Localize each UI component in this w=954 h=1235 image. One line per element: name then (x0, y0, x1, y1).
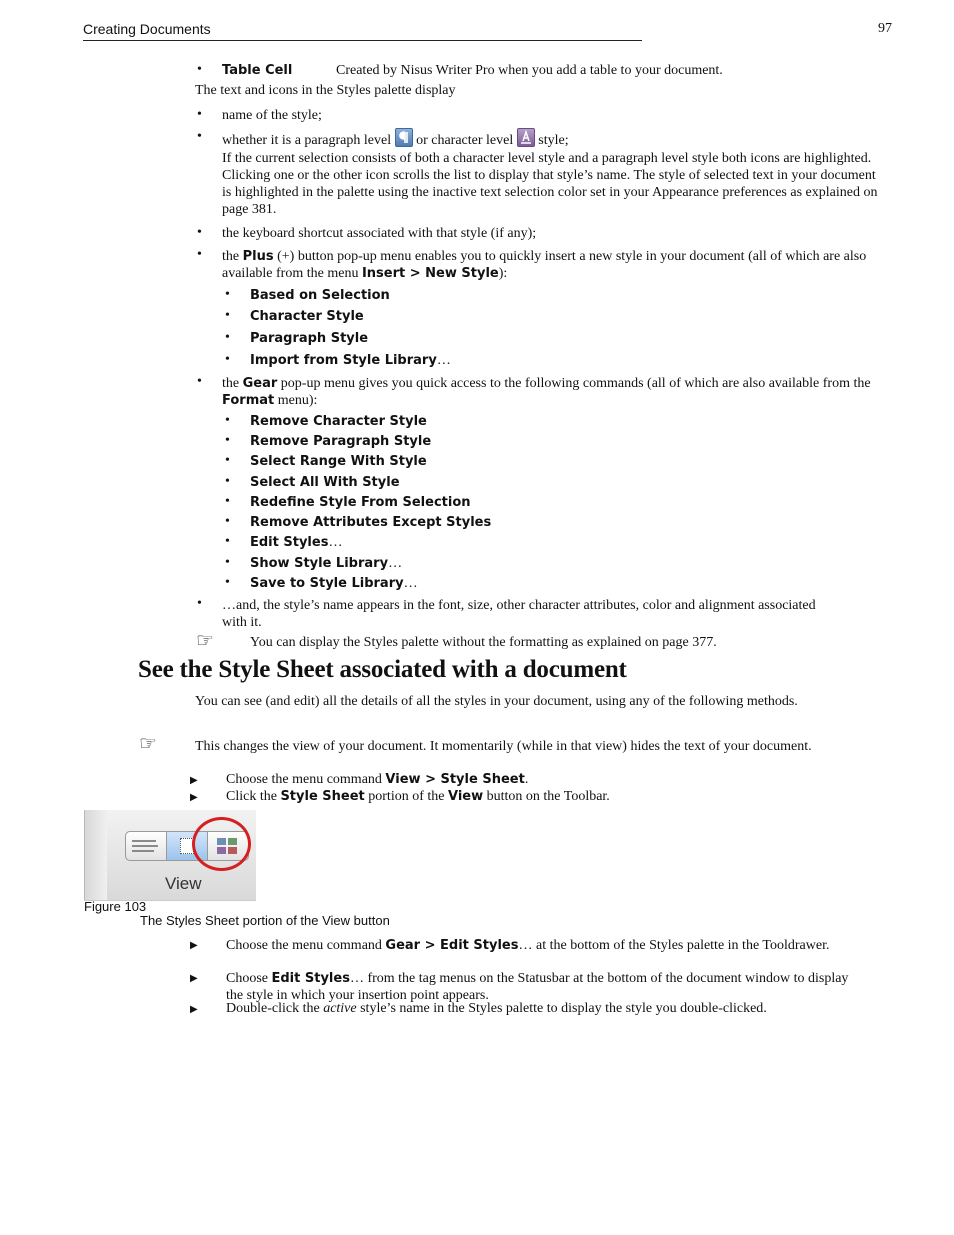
gear-menu-item (250, 535, 342, 551)
bullet: • (197, 374, 202, 389)
edit-styles-term: Edit Styles (271, 971, 350, 986)
ellipsis: … (403, 576, 418, 591)
bullet: • (197, 62, 202, 77)
plus-button-term: Plus (242, 249, 274, 264)
gear-menu-item (250, 576, 418, 592)
gear-menu-item: Remove Character Style (250, 414, 427, 429)
text: whether it is a paragraph level (222, 133, 392, 148)
text: menu): (277, 393, 318, 408)
figure-number: Figure 103 (84, 899, 147, 914)
gear-menu-item (250, 556, 402, 572)
gear-menu-item: Select Range With Style (250, 454, 427, 469)
text: ): (498, 266, 508, 281)
note-text: You can display the Styles palette without the formatting as explained on page 377. (250, 635, 717, 650)
figure-shadow (85, 810, 107, 900)
arrow-icon: ▶ (190, 775, 198, 786)
bullet: • (197, 247, 202, 262)
text: style; (538, 133, 569, 148)
pointing-hand-icon: ☞ (196, 630, 214, 652)
plus-menu-item: Character Style (250, 309, 364, 324)
item-label: Show Style Library (250, 556, 389, 571)
ellipsis: … (328, 535, 343, 550)
bullet: • (225, 287, 230, 302)
text: Choose the menu command (226, 772, 382, 787)
item-label: Import from Style Library (250, 353, 437, 368)
paragraph-style-icon (395, 128, 413, 147)
bullet: • (225, 575, 230, 590)
step-item (226, 789, 610, 805)
plus-menu-item (250, 353, 451, 369)
bullet: • (225, 555, 230, 570)
ellipsis: … (436, 353, 451, 368)
list-item: …and, the style’s name appears in the font, size, other character attributes, color and alignment associated with it. (222, 598, 816, 630)
gear-menu-item: Remove Attributes Except Styles (250, 515, 492, 530)
figure-caption: The Styles Sheet portion of the View button (140, 913, 390, 928)
list-item (222, 248, 882, 282)
item-label: Save to Style Library (250, 576, 404, 591)
running-header: Creating Documents (83, 21, 211, 37)
list-item (222, 128, 569, 149)
plus-menu-item: Paragraph Style (250, 331, 369, 346)
view-button-figure (84, 810, 256, 901)
bullet: • (225, 330, 230, 345)
arrow-icon: ▶ (190, 1004, 198, 1015)
pointing-hand-icon: ☞ (139, 733, 157, 755)
list-item: name of the style; (222, 108, 322, 123)
text: portion of the (368, 789, 445, 804)
text: Choose the menu command (226, 938, 382, 953)
format-term: Format (222, 393, 275, 408)
style-sheet-term: Style Sheet (280, 789, 365, 804)
page-number: 97 (878, 21, 892, 36)
menu-path: Insert > New Style (361, 266, 499, 281)
character-style-icon (517, 128, 535, 147)
list-item (222, 375, 882, 409)
text: button on the Toolbar. (486, 789, 610, 804)
note-text: This changes the view of your document. It momentarily (while in that view) hides the text of your document. (195, 739, 812, 754)
arrow-icon: ▶ (190, 792, 198, 803)
text: Choose (226, 971, 268, 986)
text: (+) button pop-up menu enables you to quickly insert a new style in your document (all of which are also available from the menu (222, 249, 867, 281)
table-cell-term: Table Cell (222, 63, 293, 78)
gear-menu-item: Redefine Style From Selection (250, 495, 471, 510)
highlight-circle (192, 817, 251, 871)
emphasis: active (323, 1001, 357, 1016)
plus-menu-item: Based on Selection (250, 288, 390, 303)
text: the (222, 376, 240, 391)
step-item (226, 772, 528, 788)
bullet: • (225, 514, 230, 529)
text: the (222, 249, 240, 264)
text: … at the bottom of the Styles palette in the Tooldrawer. (518, 938, 830, 953)
arrow-icon: ▶ (190, 973, 198, 984)
bullet: • (225, 433, 230, 448)
text: Click the (226, 789, 277, 804)
menu-path: View > Style Sheet (385, 772, 525, 787)
text: Double-click the (226, 1001, 320, 1016)
text: pop-up menu gives you quick access to the following commands (all of which are also available from the (280, 376, 871, 391)
gear-menu-item: Remove Paragraph Style (250, 434, 432, 449)
bullet: • (225, 413, 230, 428)
bullet: • (225, 352, 230, 367)
text: … from the tag menus on the Statusbar at the bottom of the document window to display the style in which your insertion point appears. (226, 971, 849, 1003)
bullet: • (197, 596, 202, 611)
header-rule (83, 40, 642, 41)
bullet: • (225, 308, 230, 323)
table-cell-description: Created by Nisus Writer Pro when you add a table to your document. (336, 63, 723, 78)
bullet: • (225, 453, 230, 468)
view-term: View (447, 789, 484, 804)
section-intro: You can see (and edit) all the details of all the styles in your document, using any of the following methods. (195, 694, 798, 709)
arrow-icon: ▶ (190, 940, 198, 951)
bullet: • (225, 534, 230, 549)
gear-term: Gear (242, 376, 278, 391)
text: or character level (416, 133, 514, 148)
step-item (226, 970, 866, 1004)
ellipsis: … (388, 556, 403, 571)
item-label: Edit Styles (250, 535, 329, 550)
bullet: • (197, 225, 202, 240)
step-item (226, 937, 866, 954)
list-item: the keyboard shortcut associated with that style (if any); (222, 226, 537, 241)
step-item (226, 1001, 767, 1017)
gear-menu-item: Select All With Style (250, 475, 400, 490)
bullet: • (197, 129, 202, 144)
text: . (524, 772, 529, 787)
bullet: • (225, 494, 230, 509)
section-heading: See the Style Sheet associated with a document (138, 656, 627, 683)
menu-path: Gear > Edit Styles (385, 938, 519, 953)
text: style’s name in the Styles palette to display the style you double-clicked. (360, 1001, 767, 1016)
bullet: • (197, 107, 202, 122)
palette-display-text: The text and icons in the Styles palette display (195, 83, 456, 98)
style-detail-paragraph: If the current selection consists of both a character level style and a paragraph level style both icons are highlighted. Clicking one or the other icon scrolls the list to display that style’s name. The style of selected text in your document is highlighted in the palette using the inactive text selection color set in your Appearance preferences as explained on page 381. (222, 151, 878, 217)
bullet: • (225, 474, 230, 489)
page-view-segment-icon (130, 837, 162, 854)
view-button-label: View (165, 874, 202, 893)
